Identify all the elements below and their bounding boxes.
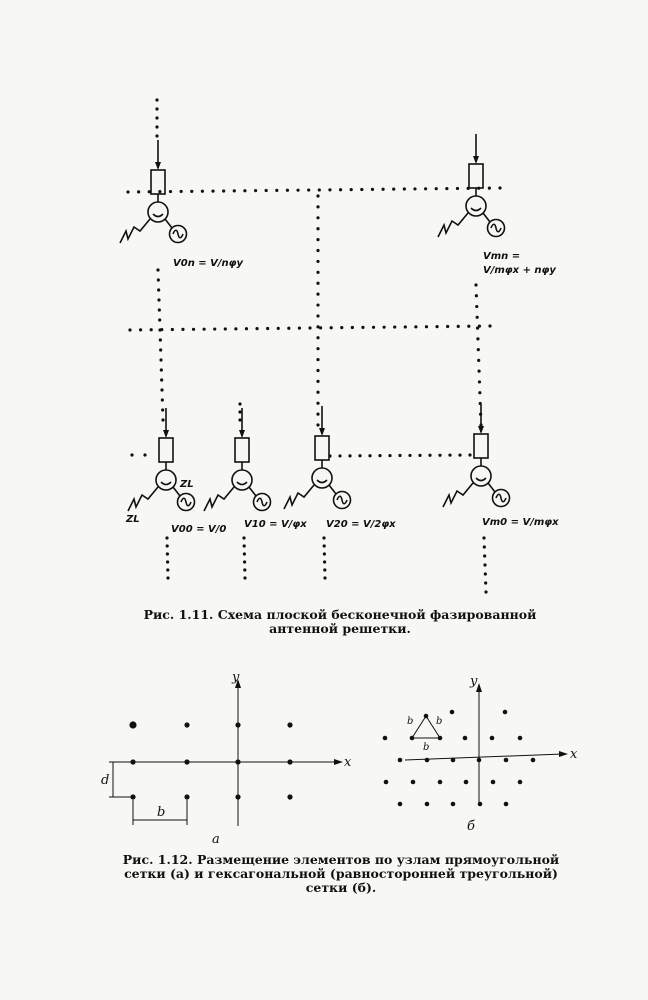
- grid-dot-row-middle: [298, 327, 301, 330]
- grid-dot-row-top: [180, 190, 183, 193]
- generator-lead: [488, 483, 495, 492]
- grid-dot-row-top: [137, 190, 140, 193]
- grid-dot-col-tail: [483, 545, 486, 548]
- coupler-arc: [237, 482, 247, 485]
- grid-dot-row-bottom: [388, 454, 391, 457]
- hex-element-point: [398, 758, 403, 763]
- grid-dot-col-tail: [243, 568, 246, 571]
- antenna-element: [128, 408, 195, 511]
- load-resistor: [151, 170, 165, 194]
- grid-element-point: [184, 794, 189, 799]
- coupler-arc: [317, 480, 327, 483]
- hex-element-point: [504, 802, 509, 807]
- grid-dot-col-left: [161, 408, 164, 411]
- grid-dot-col-tail: [483, 563, 486, 566]
- figure-1-12-number: Рис. 1.12.: [122, 852, 193, 867]
- grid-dot-row-top: [222, 189, 225, 192]
- hex-element-point: [411, 780, 416, 785]
- generator-sine-icon: [257, 498, 267, 506]
- grid-element-point: [287, 794, 292, 799]
- coupler-arc: [161, 482, 171, 485]
- label-v00: V00 = V/0: [171, 524, 227, 535]
- grid-dot-col-tail: [243, 576, 246, 579]
- feed-arrow-icon: [239, 430, 245, 438]
- grid-dot-row-middle: [128, 328, 131, 331]
- grid-dot-col-center: [316, 369, 319, 372]
- grid-dot-row-middle: [255, 327, 258, 330]
- fig-b-tri-label-bottom: b: [423, 742, 430, 753]
- figure-1-12-caption-text: Размещение элементов по узлам прямоугольной сетки (а) и гексагональной (равносторонней треугольной) сетки (б).: [124, 852, 560, 895]
- grid-dot-row-bottom: [143, 453, 146, 456]
- grid-dot-row-middle: [393, 325, 396, 328]
- figure-1-11-caption-text: Схема плоской бесконечной фазированной антенной решетки.: [217, 607, 537, 636]
- antenna-element: [438, 134, 505, 237]
- coupler-arc: [476, 478, 486, 481]
- grid-dot-row-top: [328, 188, 331, 191]
- label-vmn-line1: Vmn =: [483, 251, 521, 262]
- grid-dot-col-tail: [484, 572, 487, 575]
- grid-dot-col-tail: [323, 568, 326, 571]
- grid-dot-col-center: [316, 282, 319, 285]
- grid-dot-row-top: [360, 188, 363, 191]
- coupler-arc: [153, 214, 163, 217]
- grid-dot-col-center: [316, 205, 319, 208]
- load-resistor: [469, 164, 483, 188]
- grid-dot-row-middle: [330, 326, 333, 329]
- generator-sine-icon: [181, 498, 191, 506]
- antenna-element: [120, 140, 187, 243]
- grid-dot-col-center: [316, 238, 319, 241]
- grid-dot-row-middle: [372, 326, 375, 329]
- grid-dot-row-middle: [181, 328, 184, 331]
- hex-element-point: [384, 780, 389, 785]
- grid-dot-row-middle: [277, 327, 280, 330]
- grid-dot-row-middle: [435, 325, 438, 328]
- grid-dot-col-tail: [483, 554, 486, 557]
- grid-dot-row-top: [498, 186, 501, 189]
- grid-dot-col-tail: [243, 560, 246, 563]
- grid-dot-col-right: [477, 359, 480, 362]
- grid-dot-row-bottom: [458, 453, 461, 456]
- grid-dot-row-middle: [361, 326, 364, 329]
- grid-dot-col-left: [157, 298, 160, 301]
- grid-dot-col-left: [161, 418, 164, 421]
- grid-dot-col-left: [161, 398, 164, 401]
- grid-dot-row-top: [254, 189, 257, 192]
- grid-dot-col-tail: [166, 560, 169, 563]
- grid-dot-row-bottom: [378, 454, 381, 457]
- grid-dot-row-middle: [488, 324, 491, 327]
- grid-dot-row-middle: [139, 328, 142, 331]
- grid-dot-row-top: [158, 190, 161, 193]
- fig-b-tri-label-left: b: [407, 716, 414, 727]
- coupler-arc: [471, 208, 481, 211]
- grid-dot-row-middle: [457, 325, 460, 328]
- grid-dot-col-right: [476, 316, 479, 319]
- grid-dot-row-top: [233, 189, 236, 192]
- hex-element-point: [503, 710, 508, 715]
- grid-dot-col-left: [159, 338, 162, 341]
- fig-a-x-label: x: [344, 755, 352, 770]
- grid-dot-row-bottom: [468, 453, 471, 456]
- hex-element-point: [464, 780, 469, 785]
- grid-dot-row-top: [488, 187, 491, 190]
- grid-dot-col-left: [157, 278, 160, 281]
- grid-dot-row-bottom: [130, 453, 133, 456]
- grid-dot-col-tail: [323, 560, 326, 563]
- grid-dot-col-center: [316, 347, 319, 350]
- generator-sine-icon: [496, 494, 506, 502]
- grid-dot-col-tail: [484, 581, 487, 584]
- grid-dot-col-tail: [166, 576, 169, 579]
- grid-dot-row-middle: [351, 326, 354, 329]
- dim-d-label: d: [101, 773, 110, 788]
- grid-dot-row-top: [265, 189, 268, 192]
- grid-dot-col-left: [158, 328, 161, 331]
- grid-dot-row-top: [201, 190, 204, 193]
- grid-dot-col-tail: [484, 590, 487, 593]
- grid-dot-col-right: [477, 370, 480, 373]
- label-vm0: Vm0 = V/mφx: [482, 517, 559, 528]
- hex-element-point: [463, 736, 468, 741]
- fig-b-x-axis: [405, 754, 563, 760]
- hex-element-point: [425, 758, 430, 763]
- grid-dot-row-top: [456, 187, 459, 190]
- grid-dot-row-middle: [245, 327, 248, 330]
- generator-lead: [165, 219, 172, 228]
- generator-sine-icon: [337, 496, 347, 504]
- grid-dot-row-middle: [425, 325, 428, 328]
- grid-dot-col-left: [158, 318, 161, 321]
- grid-dot-col-left: [155, 134, 158, 137]
- grid-dot-col-tail: [322, 536, 325, 539]
- grid-dot-row-top: [275, 189, 278, 192]
- array-grid-dotted-lines: [126, 98, 501, 593]
- hex-element-point: [383, 736, 388, 741]
- grid-dot-row-top: [190, 190, 193, 193]
- grid-dot-col-center: [316, 314, 319, 317]
- fig-b-axes: [405, 683, 568, 806]
- grid-dot-col-center: [316, 358, 319, 361]
- grid-dot-row-top: [307, 188, 310, 191]
- grid-dot-row-middle: [150, 328, 153, 331]
- grid-dot-col-left: [160, 388, 163, 391]
- grid-dot-col-right: [478, 391, 481, 394]
- antenna-zigzag: [128, 487, 158, 511]
- hex-element-point: [398, 802, 403, 807]
- grid-dot-col-center: [316, 249, 319, 252]
- grid-dot-col-center: [316, 336, 319, 339]
- grid-dot-row-middle: [414, 325, 417, 328]
- antenna-zigzag: [443, 483, 473, 507]
- label-zl-left: ZL: [126, 514, 140, 525]
- load-resistor: [235, 438, 249, 462]
- grid-dot-col-center: [316, 271, 319, 274]
- grid-dot-row-top: [413, 187, 416, 190]
- grid-dot-col-right: [476, 337, 479, 340]
- generator-lead: [483, 213, 490, 222]
- fig-b-tri-label-right: b: [436, 716, 443, 727]
- fig-b-sublabel: б: [467, 819, 475, 834]
- grid-dot-col-right: [478, 380, 481, 383]
- generator-sine-icon: [173, 230, 183, 238]
- grid-dot-col-center: [316, 423, 319, 426]
- grid-dot-row-bottom: [448, 454, 451, 457]
- grid-dot-col-tail: [166, 552, 169, 555]
- grid-dot-row-middle: [213, 327, 216, 330]
- grid-dot-row-top: [318, 188, 321, 191]
- grid-dot-row-bottom: [358, 454, 361, 457]
- dim-b-label: b: [157, 805, 166, 820]
- grid-dot-col-left: [160, 368, 163, 371]
- grid-dot-col-center: [316, 412, 319, 415]
- grid-dot-row-middle: [171, 328, 174, 331]
- grid-dot-row-middle: [404, 325, 407, 328]
- generator-lead: [249, 487, 256, 496]
- grid-dot-col-center: [316, 216, 319, 219]
- fig-b-y-label: y: [470, 674, 478, 689]
- antenna-element: [204, 408, 271, 511]
- grid-dot-col-tail: [242, 536, 245, 539]
- grid-dot-col-tail: [243, 544, 246, 547]
- grid-dot-row-top: [296, 189, 299, 192]
- feed-arrow-icon: [478, 426, 484, 434]
- label-zl-right: ZL: [180, 479, 194, 490]
- grid-dot-row-bottom: [438, 454, 441, 457]
- grid-dot-row-top: [126, 190, 129, 193]
- hex-element-point: [478, 802, 483, 807]
- grid-dot-col-tail: [165, 536, 168, 539]
- grid-dot-row-bottom: [408, 454, 411, 457]
- generator-lead: [173, 487, 180, 496]
- grid-dot-row-top: [169, 190, 172, 193]
- grid-dot-row-top: [339, 188, 342, 191]
- grid-dot-row-top: [392, 188, 395, 191]
- grid-dot-row-middle: [308, 326, 311, 329]
- grid-dot-col-stub: [238, 402, 241, 405]
- hex-element-point: [451, 802, 456, 807]
- grid-dot-row-bottom: [348, 454, 351, 457]
- fig-a-y-label: y: [232, 670, 240, 685]
- hex-element-point: [450, 710, 455, 715]
- hex-element-point: [518, 736, 523, 741]
- grid-dot-row-bottom: [418, 454, 421, 457]
- grid-dot-row-top: [424, 187, 427, 190]
- figure-1-12-caption: [110, 853, 572, 895]
- grid-dot-col-center: [316, 402, 319, 405]
- hex-element-point: [438, 780, 443, 785]
- grid-dot-col-tail: [323, 552, 326, 555]
- grid-dot-col-right: [474, 283, 477, 286]
- grid-dot-row-bottom: [398, 454, 401, 457]
- load-resistor: [159, 438, 173, 462]
- grid-dot-col-stub: [238, 410, 241, 413]
- grid-dot-col-center: [316, 293, 319, 296]
- grid-dot-row-top: [445, 187, 448, 190]
- label-vmn-line2: V/mφx + nφy: [483, 265, 556, 276]
- hex-element-point: [425, 802, 430, 807]
- grid-dot-row-top: [381, 188, 384, 191]
- load-resistor: [315, 436, 329, 460]
- grid-dot-row-middle: [467, 325, 470, 328]
- antenna-zigzag: [120, 219, 150, 243]
- grid-dot-col-tail: [323, 544, 326, 547]
- grid-dot-row-top: [350, 188, 353, 191]
- grid-element-point: [129, 721, 136, 728]
- label-v20: V20 = V/2φx: [326, 519, 396, 530]
- grid-dot-row-middle: [287, 327, 290, 330]
- grid-dot-row-middle: [266, 327, 269, 330]
- grid-dot-col-tail: [482, 536, 485, 539]
- hex-element-point: [504, 758, 509, 763]
- antenna-element: [443, 404, 510, 507]
- grid-dot-row-middle: [203, 328, 206, 331]
- label-v10: V10 = V/φx: [244, 519, 307, 530]
- fig-a-sublabel: а: [212, 832, 220, 847]
- grid-dot-col-left: [155, 107, 158, 110]
- grid-dot-col-right: [475, 294, 478, 297]
- grid-dot-col-left: [159, 348, 162, 351]
- feed-arrow-icon: [473, 156, 479, 164]
- feed-arrow-icon: [155, 162, 161, 170]
- grid-dot-col-center: [316, 325, 319, 328]
- hex-element-point: [491, 780, 496, 785]
- grid-dot-col-tail: [166, 568, 169, 571]
- antenna-element: [284, 406, 351, 509]
- grid-dot-col-left: [155, 116, 158, 119]
- grid-dot-row-top: [403, 187, 406, 190]
- grid-dot-row-middle: [192, 328, 195, 331]
- feed-arrow-icon: [319, 428, 325, 436]
- grid-dot-col-right: [475, 305, 478, 308]
- figure-1-11-number: Рис. 1.11.: [143, 607, 214, 622]
- grid-dot-row-middle: [340, 326, 343, 329]
- grid-dot-col-tail: [243, 552, 246, 555]
- grid-dot-row-bottom: [428, 454, 431, 457]
- grid-dot-row-middle: [234, 327, 237, 330]
- grid-dot-row-top: [211, 189, 214, 192]
- grid-element-point: [287, 722, 292, 727]
- grid-dot-col-center: [316, 380, 319, 383]
- antenna-zigzag: [438, 213, 468, 237]
- grid-dot-col-left: [158, 308, 161, 311]
- label-v0n: V0n = V/nφy: [173, 258, 244, 269]
- figure-1-11-caption: [110, 608, 570, 636]
- grid-dot-col-left: [155, 125, 158, 128]
- generator-lead: [329, 485, 336, 494]
- fig-a-x-arrow-icon: [334, 759, 343, 765]
- grid-dot-col-left: [160, 378, 163, 381]
- grid-dot-col-left: [157, 288, 160, 291]
- feed-arrow-icon: [163, 430, 169, 438]
- grid-dot-row-top: [435, 187, 438, 190]
- grid-dot-col-left: [155, 98, 158, 101]
- generator-sine-icon: [491, 224, 501, 232]
- grid-dot-col-center: [316, 303, 319, 306]
- hex-element-point: [490, 736, 495, 741]
- grid-dot-col-stub: [238, 418, 241, 421]
- grid-element-point: [184, 722, 189, 727]
- grid-dot-col-right: [476, 326, 479, 329]
- grid-dot-row-bottom: [338, 454, 341, 457]
- grid-dot-col-center: [316, 194, 319, 197]
- grid-dot-col-center: [316, 260, 319, 263]
- grid-dot-row-bottom: [368, 454, 371, 457]
- fig-a-rectangular-grid: [129, 721, 292, 799]
- hex-element-point: [531, 758, 536, 763]
- fig-b-x-label: x: [570, 747, 578, 762]
- grid-dot-col-right: [477, 348, 480, 351]
- load-resistor: [474, 434, 488, 458]
- grid-dot-row-top: [243, 189, 246, 192]
- grid-dot-col-tail: [323, 576, 326, 579]
- grid-dot-col-left: [159, 358, 162, 361]
- grid-dot-col-center: [316, 227, 319, 230]
- hex-element-point: [518, 780, 523, 785]
- grid-dot-row-middle: [383, 326, 386, 329]
- grid-dot-row-top: [371, 188, 374, 191]
- grid-dot-row-middle: [224, 327, 227, 330]
- fig-b-x-arrow-icon: [559, 751, 568, 757]
- grid-dot-row-middle: [446, 325, 449, 328]
- grid-dot-col-tail: [166, 544, 169, 547]
- grid-dot-row-top: [286, 189, 289, 192]
- fig-a-axes: [109, 679, 343, 826]
- antenna-zigzag: [204, 487, 234, 511]
- antenna-zigzag: [284, 485, 314, 509]
- grid-dot-col-center: [316, 391, 319, 394]
- grid-dot-col-left: [156, 268, 159, 271]
